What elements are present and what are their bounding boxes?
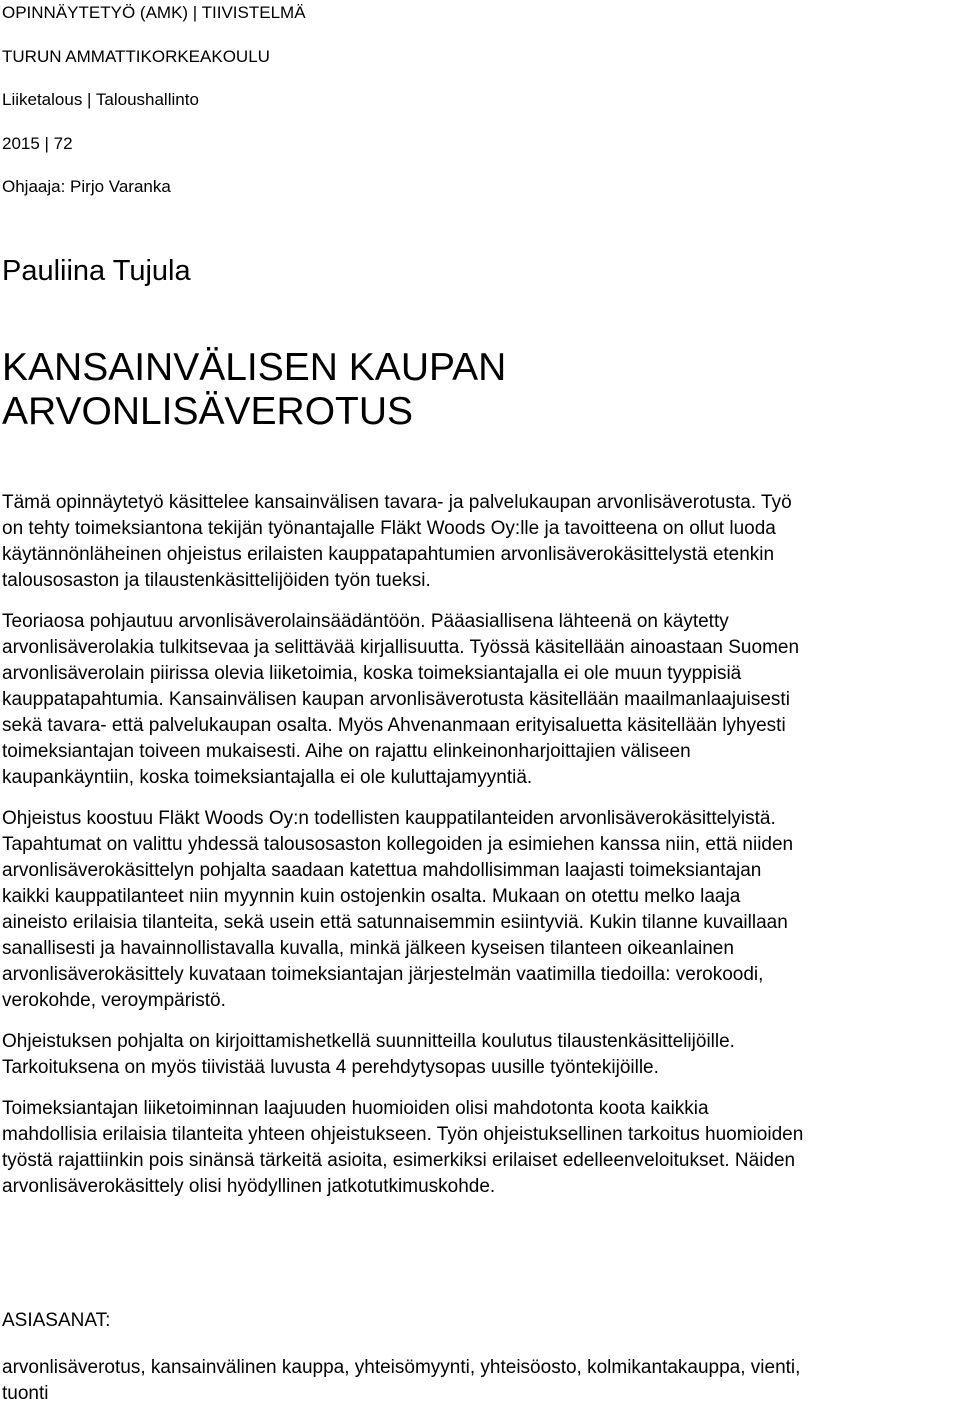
author-name: Pauliina Tujula: [2, 255, 191, 287]
abstract-paragraph-2: [2, 609, 958, 791]
text-line: Tämä opinnäytetyö käsittelee kansainvälisen tavara- ja palvelukaupan arvonlisäverotusta. Työ: [2, 492, 792, 513]
title-line-1: KANSAINVÄLISEN KAUPAN: [2, 346, 507, 389]
keywords-line-1: arvonlisäverotus, kansainvälinen kauppa, yhteisömyynti, yhteisöosto, kolmikantakauppa, vienti,: [2, 1357, 801, 1378]
text-line: Ohjeistus koostuu Fläkt Woods Oy:n todellisten kauppatilanteiden arvonlisäverokäsittelyistä.: [2, 808, 776, 829]
text-line: arvonlisäverokäsittely kuvataan toimeksiantajan järjestelmän vaatimilla tiedoilla: verokoodi,: [2, 964, 764, 985]
text-line: arvonlisäverokäsittely olisi hyödyllinen jatkotutkimuskohde.: [2, 1176, 496, 1197]
abstract-paragraph-3: [2, 806, 958, 1014]
text-line: mahdollisia erilaisia tilanteita yhteen ohjeistukseen. Työn ohjeistuksellinen tarkoitus huomioiden: [2, 1124, 804, 1145]
supervisor: Ohjaaja: Pirjo Varanka: [2, 177, 171, 196]
text-line: aineisto erilaisia tilanteita, sekä usein että satunnaisemmin esiintyviä. Kukin tilanne kuvaillaan: [2, 912, 788, 933]
degree-program: Liiketalous | Taloushallinto: [2, 90, 199, 109]
text-line: talousosaston ja tilaustenkäsittelijöiden työn tueksi.: [2, 570, 431, 591]
title-line-2: ARVONLISÄVEROTUS: [2, 390, 414, 433]
text-line: Tarkoituksena on myös tiivistää luvusta 4 perehdytysopas uusille työntekijöille.: [2, 1057, 659, 1078]
text-line: arvonlisäverolakia tulkitsevaa ja selittävää kirjallisuutta. Työssä käsitellään ainoastaan Suomen: [2, 637, 800, 658]
thesis-title: [2, 346, 506, 434]
abstract-body: [2, 490, 958, 1215]
text-line: työstä rajattiinkin pois sinänsä tärkeitä asioita, esimerkiksi erilaiset edelleenveloitukset. Näiden: [2, 1150, 796, 1171]
text-line: kauppatapahtumia. Kansainvälisen kaupan arvonlisäverotusta käsitellään maailmanlaajuisesti: [2, 689, 790, 710]
document-type: OPINNÄYTETYÖ (AMK) | TIIVISTELMÄ: [2, 3, 306, 22]
abstract-paragraph-4: [2, 1029, 958, 1081]
text-line: Ohjeistuksen pohjalta on kirjoittamishetkellä suunnitteilla koulutus tilaustenkäsittelijöille.: [2, 1031, 735, 1052]
abstract-paragraph-1: [2, 490, 958, 594]
school-name: TURUN AMMATTIKORKEAKOULU: [2, 47, 270, 66]
text-line: verokohde, veroympäristö.: [2, 990, 226, 1011]
abstract-paragraph-5: [2, 1096, 958, 1200]
text-line: on tehty toimeksiantona tekijän työnantajalle Fläkt Woods Oy:lle ja tavoitteena on ollut luoda: [2, 518, 776, 539]
text-line: kaupankäyntiin, koska toimeksiantajalla ei ole kuluttajamyyntiä.: [2, 767, 533, 788]
text-line: sanallisesti ja havainnollistavalla kuvalla, minkä jälkeen kyseisen tilanteen oikeanlainen: [2, 938, 734, 959]
year-and-pages: 2015 | 72: [2, 134, 73, 153]
text-line: sekä tavara- että palvelukaupan osalta. Myös Ahvenanmaan erityisaluetta käsitellään lyhyesti: [2, 715, 786, 736]
text-line: kaikki kauppatilanteet niin myynnin kuin ostojenkin osalta. Mukaan on otettu melko laaja: [2, 886, 741, 907]
text-line: Teoriaosa pohjautuu arvonlisäverolainsäädäntöön. Pääasiallisena lähteenä on käytetty: [2, 611, 729, 632]
text-line: toimeksiantajan toiveen mukaisesti. Aihe on rajattu elinkeinonharjoittajien väliseen: [2, 741, 691, 762]
keywords-line-2: tuonti: [2, 1383, 49, 1404]
text-line: arvonlisäverokäsittelyn pohjalta saadaan katettua mahdollisimman laajasti toimeksiantajan: [2, 860, 762, 881]
text-line: arvonlisäverolain piirissa olevia liiketoimia, koska toimeksiantajalla ei ole muun tyyppisiä: [2, 663, 742, 684]
text-line: Tapahtumat on valittu yhdessä talousosaston kollegoiden ja esimiehen kanssa niin, että niiden: [2, 834, 794, 855]
keywords-list: [2, 1355, 958, 1407]
text-line: Toimeksiantajan liiketoiminnan laajuuden huomioiden olisi mahdotonta koota kaikkia: [2, 1098, 709, 1119]
keywords-heading: ASIASANAT:: [2, 1310, 111, 1331]
text-line: käytännönläheinen ohjeistus erilaisten kauppatapahtumien arvonlisäverokäsittelystä etenkin: [2, 544, 775, 565]
